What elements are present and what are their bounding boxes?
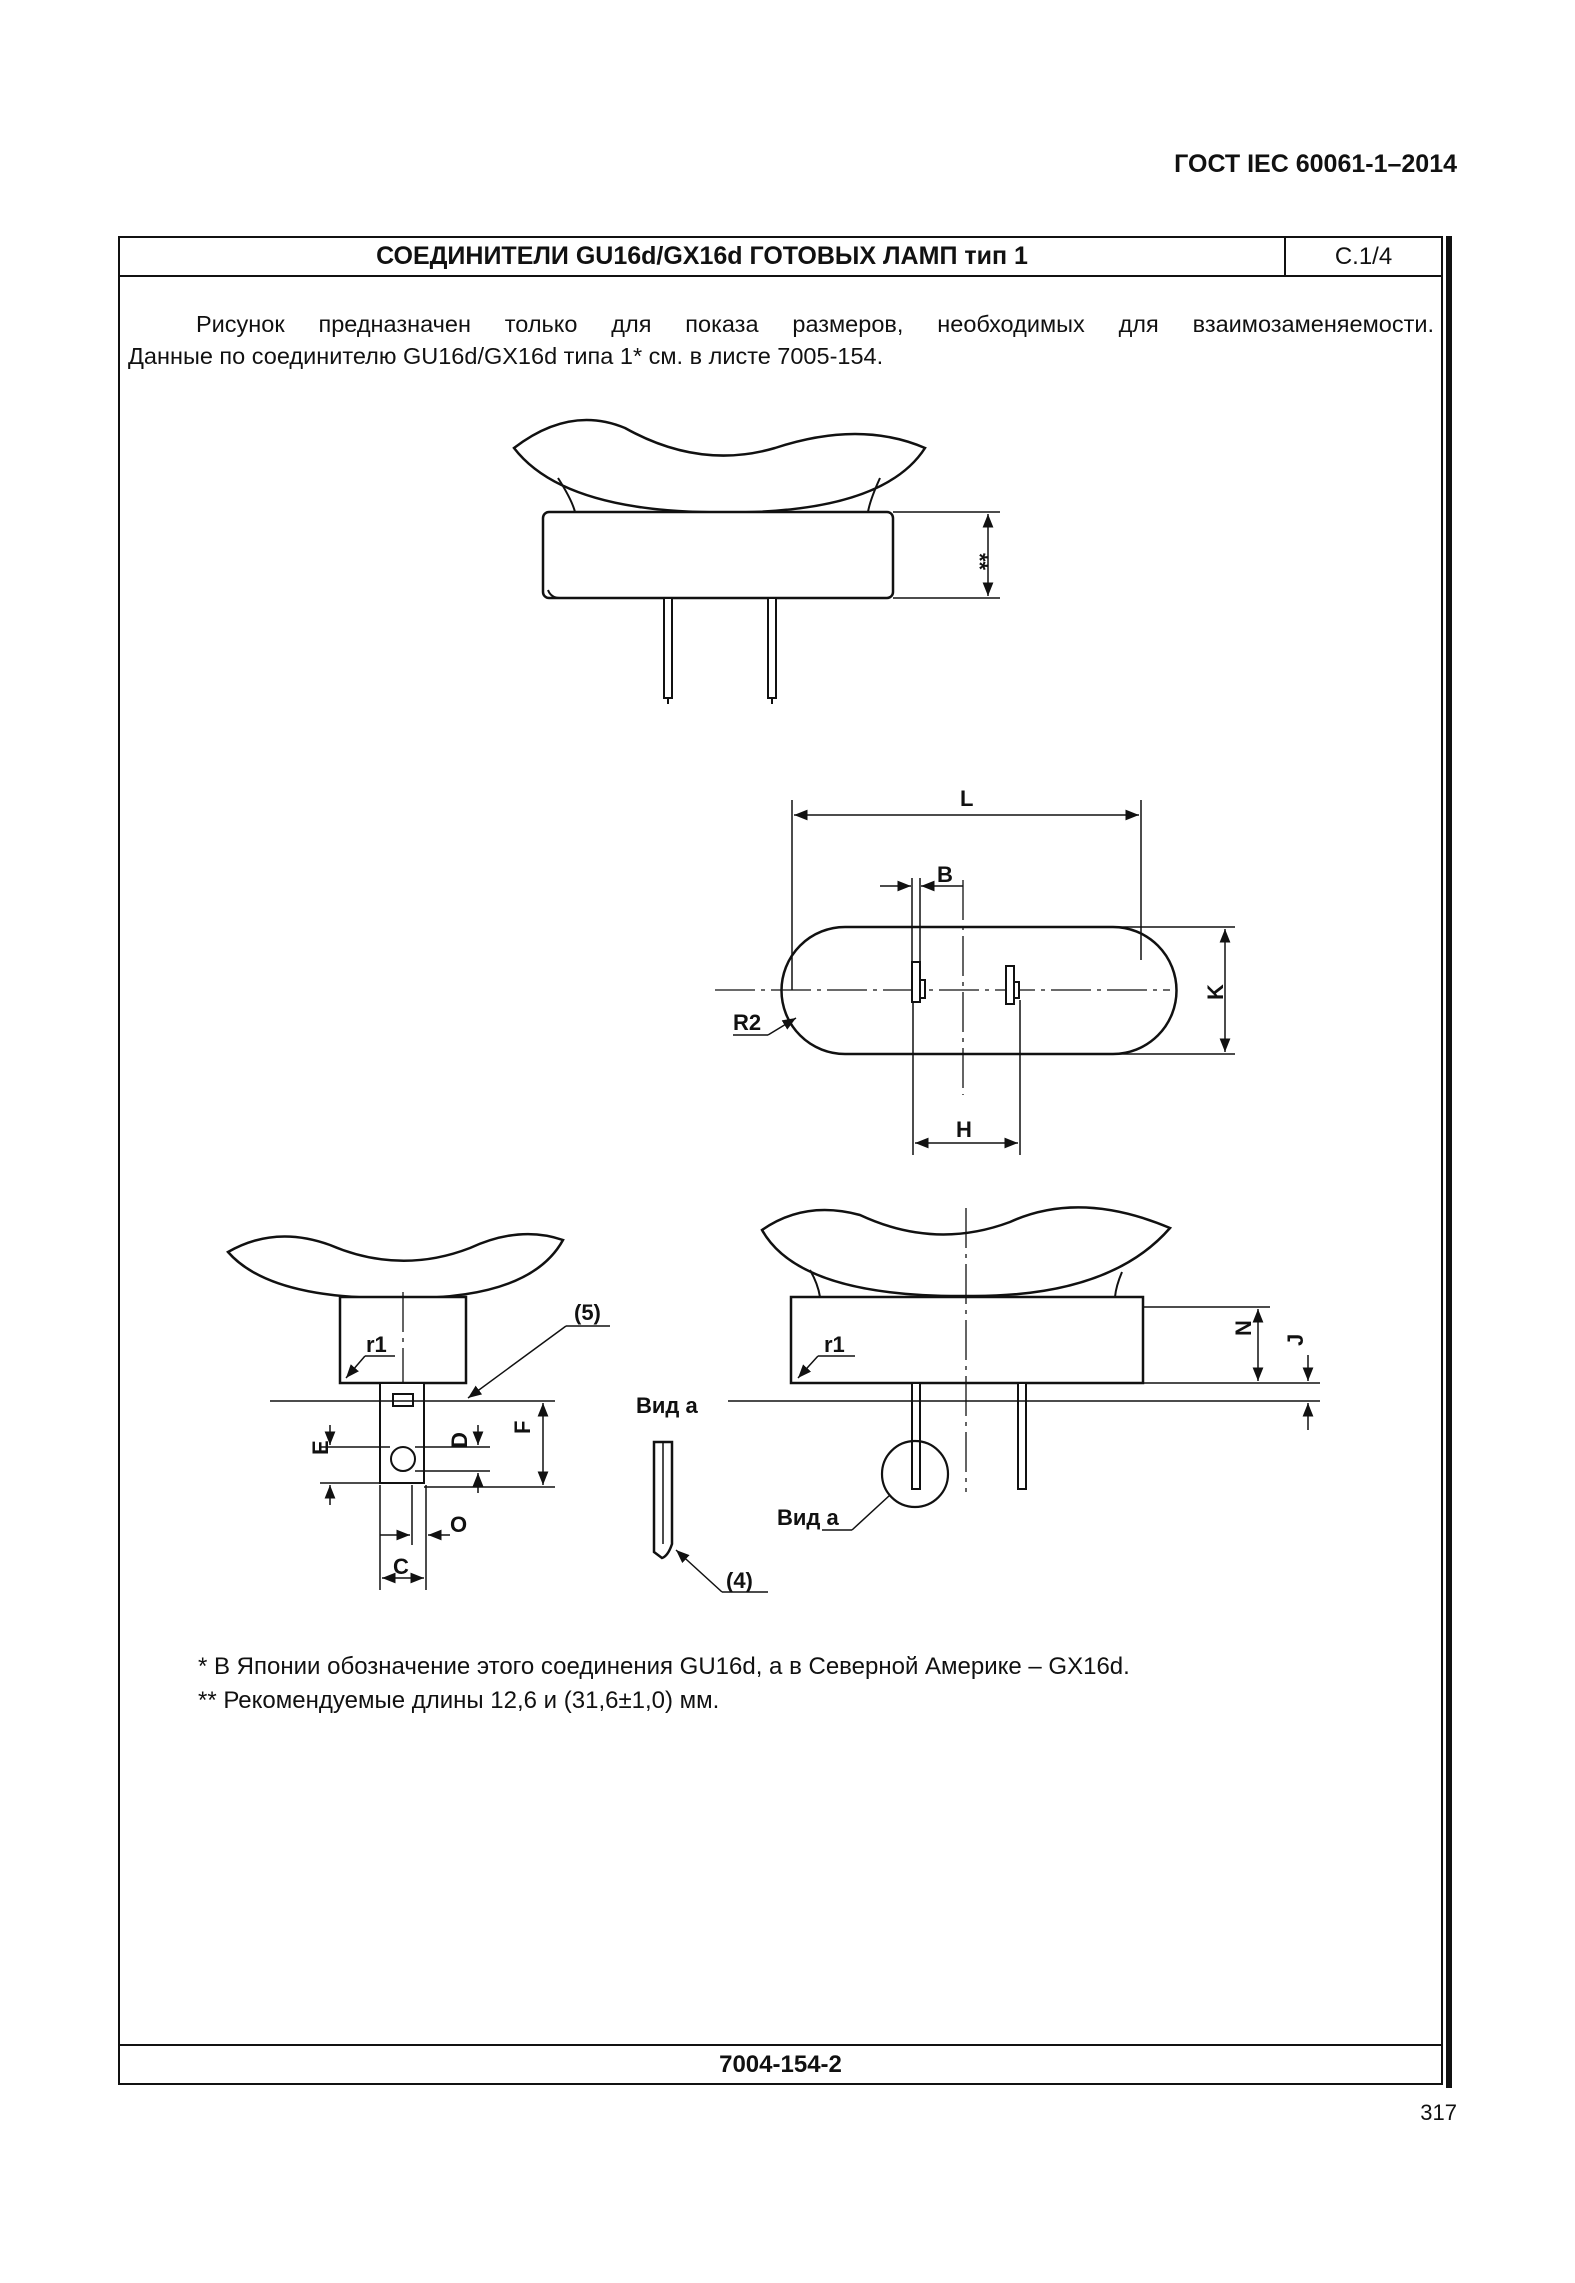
sheet-title: СОЕДИНИТЕЛИ GU16d/GX16d ГОТОВЫХ ЛАМП тип 1 — [120, 238, 1286, 275]
label-E: E — [308, 1440, 333, 1455]
sheet-number: С.1/4 — [1334, 243, 1393, 270]
label-H: H — [956, 1117, 972, 1142]
intro-line-1: Рисунок предназначен только для показа размеров, необходимых для взаимозаменяемости. — [196, 311, 1434, 337]
label-C: C — [393, 1554, 409, 1579]
standard-code: ГОСТ IEC 60061-1–2014 — [1174, 150, 1457, 178]
sheet-footer-code: 7004-154-2 — [120, 2044, 1441, 2083]
label-J: J — [1283, 1333, 1308, 1346]
label-r1-right: r1 — [824, 1332, 845, 1357]
base-bottom-view — [715, 800, 1235, 1155]
label-view-a-title: Вид а — [636, 1393, 698, 1418]
footnote-1: * В Японии обозначение этого соединения GU16d, а в Северной Америке – GX16d. — [198, 1653, 1130, 1680]
label-D: D — [447, 1432, 472, 1448]
label-O: O — [450, 1512, 468, 1537]
page-number: 317 — [1420, 2100, 1457, 2125]
left-side-detail — [228, 1234, 610, 1590]
label-K: K — [1203, 984, 1228, 1000]
label-L: L — [960, 786, 974, 811]
label-B: B — [937, 862, 953, 887]
label-R2: R2 — [733, 1010, 762, 1035]
label-double-star: ** — [967, 553, 992, 571]
label-view-a-callout: Вид а — [777, 1505, 839, 1530]
right-front-view — [728, 1207, 1320, 1530]
label-callout-5: (5) — [574, 1300, 601, 1325]
label-F: F — [510, 1420, 535, 1434]
label-callout-4: (4) — [726, 1568, 753, 1593]
label-N: N — [1231, 1320, 1256, 1336]
intro-line-2: Данные по соединителю GU16d/GX16d типа 1* см. в листе 7005-154. — [128, 343, 884, 369]
label-r1-left: r1 — [366, 1332, 387, 1357]
footnote-2: ** Рекомендуемые длины 12,6 и (31,6±1,0) мм. — [198, 1687, 720, 1714]
lamp-side-view — [514, 420, 1000, 704]
